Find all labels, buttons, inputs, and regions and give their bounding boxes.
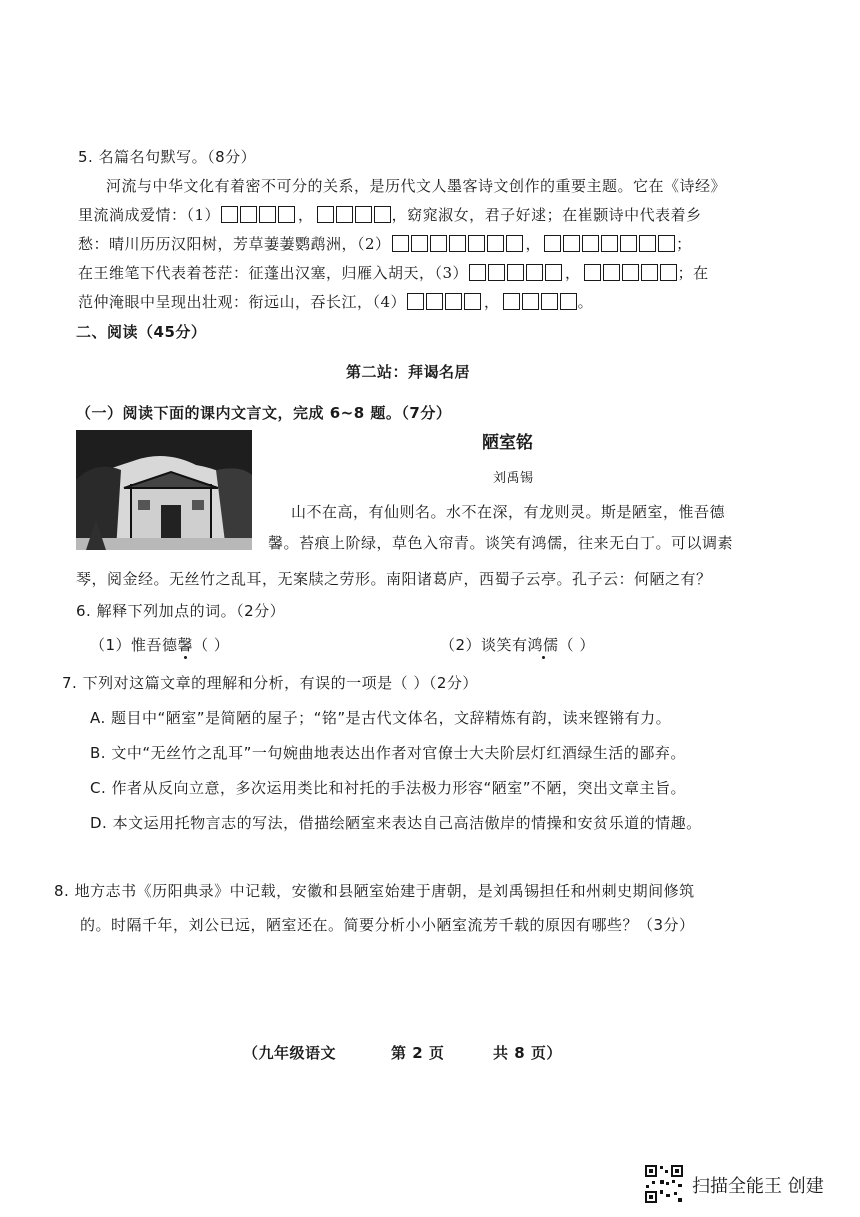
footer-total: 共 8 页） [493,1044,562,1062]
q6-title: 6. 解释下列加点的词。（2分） [76,602,286,620]
blank-group-3b[interactable] [583,264,678,282]
dotted-word-1: 馨 [177,636,194,654]
poem-author: 刘禹锡 [493,471,534,486]
q7-option-c[interactable]: C. 作者从反向立意，多次运用类比和衬托的手法极力形容“陋室”不陋，突出文章主旨。 [90,779,687,797]
lou-shi-building-icon [76,430,252,550]
q5-line2: 里流淌成爱情：（1） ， ，窈窕淑女，君子好逑；在崔颢诗中代表着乡 [78,206,702,224]
q5-line4: 在王维笔下代表着苍茫：征蓬出汉塞，归雁入胡天，（3） ， ；在 [78,264,709,282]
blank-group-1b[interactable] [316,206,392,224]
q7-title: 7. 下列对这篇文章的理解和分析，有误的一项是（ ）（2分） [62,674,478,692]
q5-line1: 河流与中华文化有着密不可分的关系，是历代文人墨客诗文创作的重要主题。它在《诗经》 [106,177,727,195]
watermark-text: 扫描全能王 创建 [692,1176,824,1197]
q5-line2-text: 里流淌成爱情：（1） [78,206,221,224]
qr-code-icon [644,1164,684,1204]
q8-line2: 的。时隔千年，刘公已远，陋室还在。简要分析小小陋室流芳千载的原因有哪些？（3分） [80,916,695,934]
q7-option-a[interactable]: A. 题目中“陋室”是简陋的屋子；“铭”是古代文体名，文辞精炼有韵，读来铿锵有力。 [90,709,672,727]
blank-group-2b[interactable] [543,235,676,253]
q5-line3: 愁：晴川历历汉阳树，芳草萋萋鹦鹉洲，（2） ， ； [78,235,692,253]
q7-option-b[interactable]: B. 文中“无丝竹之乱耳”一句婉曲地表达出作者对官僚士大夫阶层灯红酒绿生活的鄙弃。 [90,744,686,762]
poem-line1: 山不在高，有仙则名。水不在深，有龙则灵。斯是陋室，惟吾德 [291,503,726,521]
answer-blank-1[interactable]: （ ） [193,636,230,654]
part1-title: （一）阅读下面的课内文言文，完成 6~8 题。（7分） [76,404,452,422]
q6-item1: （1）惟吾德馨（ ） [90,636,230,654]
lou-shi-photo [76,430,252,550]
dotted-word-2: 鸿儒 [527,636,559,654]
q5-line5: 范仲淹眼中呈现出壮观：衔远山，吞长江，（4） ， 。 [78,293,594,311]
blank-group-2a[interactable] [391,235,524,253]
q5-title: 5. 名篇名句默写。（8分） [78,148,257,166]
footer-subject: （九年级语文 [243,1044,337,1062]
blank-group-4a[interactable] [406,293,482,311]
answer-blank-2[interactable]: （ ） [558,636,595,654]
poem-line2: 馨。苔痕上阶绿，草色入帘青。谈笑有鸿儒，往来无白丁。可以调素 [268,534,734,552]
blank-group-1a[interactable] [220,206,296,224]
station-title: 第二站：拜谒名居 [346,363,471,381]
q8-line1: 8. 地方志书《历阳典录》中记载，安徽和县陋室始建于唐朝，是刘禹锡担任和州刺史期间修筑 [54,882,695,900]
section2-title: 二、阅读（45分） [76,323,207,341]
blank-group-4b[interactable] [502,293,578,311]
q7-option-d[interactable]: D. 本文运用托物言志的写法，借描绘陋室来表达自己高洁傲岸的情操和安贫乐道的情趣。 [90,814,702,832]
q6-item2: （2）谈笑有鸿儒（ ） [440,636,595,654]
poem-line3: 琴，阅金经。无丝竹之乱耳，无案牍之劳形。南阳诸葛庐，西蜀子云亭。孔子云：何陋之有？ [76,570,712,588]
blank-group-3a[interactable] [468,264,563,282]
footer-page: 第 2 页 [391,1044,445,1062]
poem-title: 陋室铭 [482,433,533,453]
